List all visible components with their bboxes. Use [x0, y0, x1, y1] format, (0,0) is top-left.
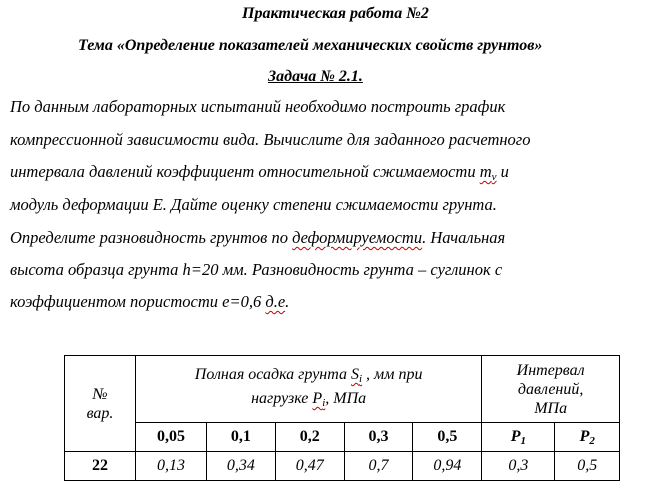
paragraph-line-1: По данным лабораторных испытаний необходимо построить график — [10, 97, 506, 116]
spellcheck-word: $P_i$ — [312, 390, 326, 409]
paragraph-text: . Начальная — [422, 228, 506, 247]
header-settlement-line: нагрузке $P_i$, МПа — [251, 390, 367, 409]
header-variant — [65, 356, 136, 452]
load-header: 0,1 — [206, 423, 275, 452]
data-table — [64, 355, 620, 481]
p1-cell: 0,3 — [482, 452, 555, 481]
load-header: 0,3 — [344, 423, 413, 452]
paragraph-line-2: компрессионной зависимости вида. Вычислите для заданного расчетного — [10, 130, 531, 149]
paragraph-line-5 — [10, 228, 505, 248]
p1-header: $P_1$ — [482, 423, 555, 452]
header-variant-line: № — [92, 385, 108, 403]
load-header: 0,5 — [413, 423, 482, 452]
header-interval-line: давлений, — [517, 380, 584, 398]
page-title: Практическая работа №2 — [242, 5, 429, 22]
task-heading: Задача № 2.1. — [268, 68, 363, 85]
paragraph-line-3 — [10, 162, 509, 187]
settlement-cell: 0,47 — [275, 452, 344, 481]
symbol-subscript: v — [491, 171, 497, 183]
table-header-row — [65, 356, 620, 423]
settlement-cell: 0,94 — [413, 452, 482, 481]
table-subheader-row — [65, 423, 620, 452]
paragraph-text: и — [496, 162, 509, 181]
settlement-cell: 0,13 — [135, 452, 206, 481]
spellcheck-word: д.е — [265, 292, 286, 311]
paragraph-text: Определите разновидность грунтов по — [10, 228, 293, 247]
topic-heading: Тема «Определение показателей механических свойств грунтов» — [78, 37, 543, 54]
paragraph-line-4: модуль деформации E. Дайте оценку степени сжимаемости грунта. — [10, 195, 497, 214]
p2-cell: 0,5 — [555, 452, 620, 481]
paragraph-text: . — [285, 292, 290, 311]
spellcheck-word: деформируемости — [292, 228, 423, 247]
header-interval-line: МПа — [534, 399, 568, 417]
paragraph-line-6: высота образца грунта h=20 мм. Разновидность грунта – суглинок с — [10, 260, 503, 279]
spellcheck-word: $S_i$ — [350, 366, 363, 385]
p2-header: $P_2$ — [555, 423, 620, 452]
paragraph-text: интервала давлений коэффициент относительной сжимаемости — [10, 162, 480, 181]
settlement-cell: 0,7 — [344, 452, 413, 481]
header-settlement-line: Полная осадка грунта $S_i$ , мм при — [194, 366, 423, 385]
load-header: 0,05 — [135, 423, 206, 452]
header-interval — [482, 356, 620, 423]
spellcheck-word — [480, 162, 497, 181]
variant-cell: 22 — [65, 452, 136, 481]
settlement-cell: 0,34 — [206, 452, 275, 481]
load-header: 0,2 — [275, 423, 344, 452]
symbol-m: m — [479, 162, 492, 181]
table-row — [65, 452, 620, 481]
header-settlement — [135, 356, 481, 423]
header-variant-line: вар. — [86, 404, 114, 422]
paragraph-line-7 — [10, 292, 289, 312]
paragraph-text: коэффициентом пористости e=0,6 — [10, 292, 266, 311]
header-interval-line: Интервал — [516, 361, 585, 379]
